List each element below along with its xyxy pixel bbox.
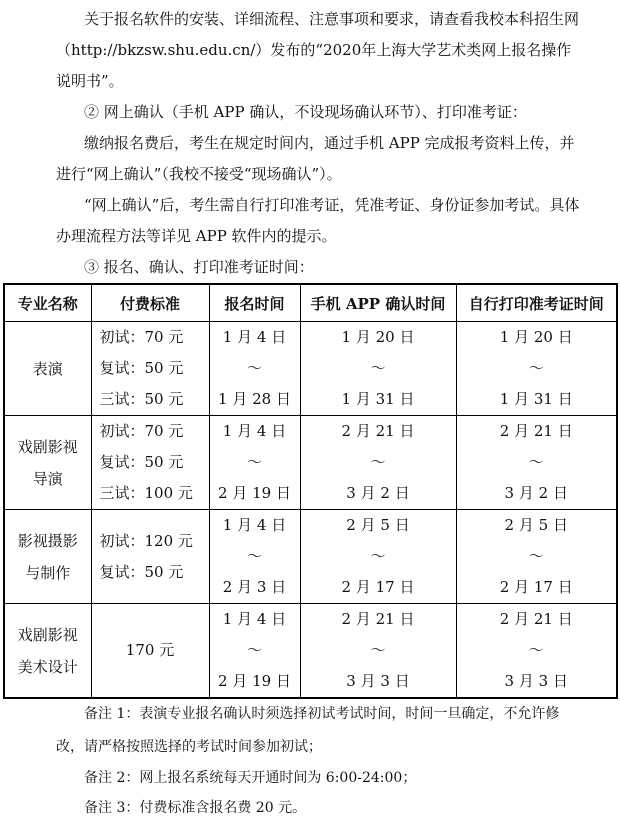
date-start: 1 月 20 日 bbox=[499, 328, 573, 346]
registration-cell bbox=[209, 322, 300, 416]
major-cell bbox=[4, 322, 91, 416]
date-start: 1 月 4 日 bbox=[222, 422, 287, 440]
date-start: 2 月 5 日 bbox=[346, 516, 410, 534]
date-end: 3 月 3 日 bbox=[504, 672, 568, 690]
header-registration: 报名时间 bbox=[209, 284, 300, 322]
fee-cell bbox=[91, 510, 209, 604]
date-tilde: ～ bbox=[528, 547, 544, 565]
section-heading-schedule: ③ 报名、确认、打印准考证时间： bbox=[84, 258, 314, 276]
note-3: 备注 3：付费标准含报名费 20 元。 bbox=[84, 800, 307, 816]
registration-cell bbox=[209, 510, 300, 604]
fee-line: 复试：50 元 bbox=[99, 359, 184, 377]
date-end: 2 月 3 日 bbox=[222, 578, 287, 596]
confirm-cell bbox=[300, 510, 456, 604]
date-end: 1 月 31 日 bbox=[341, 390, 415, 408]
date-start: 1 月 20 日 bbox=[341, 328, 415, 346]
intro-paragraph-confirm: 缴纳报名费后，考生在规定时间内，通过手机 APP 完成报考资料上传，并进行“网上确认”（我校不接受“现场确认”）。 bbox=[56, 134, 575, 183]
header-fee: 付费标准 bbox=[91, 284, 209, 322]
table-row bbox=[4, 416, 617, 510]
date-tilde: ～ bbox=[370, 453, 386, 471]
schedule-table bbox=[3, 283, 618, 699]
registration-cell bbox=[209, 416, 300, 510]
header-major: 专业名称 bbox=[4, 284, 91, 322]
fee-cell bbox=[91, 416, 209, 510]
table-row bbox=[4, 510, 617, 604]
registration-cell bbox=[209, 604, 300, 699]
major-name: 影视摄影 bbox=[17, 531, 78, 550]
note-2: 备注 2：网上报名系统每天开通时间为 6:00-24:00； bbox=[84, 770, 417, 786]
date-start: 2 月 21 日 bbox=[341, 610, 415, 628]
date-tilde: ～ bbox=[370, 547, 386, 565]
date-end: 3 月 2 日 bbox=[504, 484, 568, 502]
major-name: 与制作 bbox=[25, 563, 71, 582]
major-name: 导演 bbox=[32, 469, 63, 488]
major-cell bbox=[4, 604, 91, 699]
date-start: 2 月 21 日 bbox=[499, 610, 573, 628]
table-row bbox=[4, 322, 617, 416]
major-name: 美术设计 bbox=[17, 657, 78, 676]
note-1: 备注 1：表演专业报名确认时须选择初试考试时间，时间一旦确定，不允许修 bbox=[84, 706, 560, 722]
date-tilde: ～ bbox=[246, 547, 262, 565]
date-tilde: ～ bbox=[370, 641, 386, 659]
fee-line: 复试：50 元 bbox=[99, 453, 184, 471]
major-name: 戏剧影视 bbox=[17, 437, 78, 456]
date-end: 2 月 17 日 bbox=[499, 578, 573, 596]
print-cell bbox=[456, 510, 617, 604]
section-heading-confirm: ② 网上确认（手机 APP 确认，不设现场确认环节）、打印准考证： bbox=[84, 103, 527, 121]
print-cell bbox=[456, 322, 617, 416]
date-tilde: ～ bbox=[528, 453, 544, 471]
date-tilde: ～ bbox=[246, 359, 262, 377]
date-tilde: ～ bbox=[370, 359, 386, 377]
date-start: 1 月 4 日 bbox=[222, 328, 287, 346]
print-cell bbox=[456, 604, 617, 699]
fee-cell bbox=[91, 322, 209, 416]
table-row bbox=[4, 604, 617, 699]
date-start: 2 月 5 日 bbox=[504, 516, 568, 534]
header-app-confirm: 手机 APP 确认时间 bbox=[300, 284, 456, 322]
major-cell bbox=[4, 510, 91, 604]
confirm-cell bbox=[300, 322, 456, 416]
fee-line: 复试：50 元 bbox=[99, 563, 184, 581]
fee-line: 170 元 bbox=[125, 641, 175, 659]
date-end: 1 月 31 日 bbox=[499, 390, 573, 408]
fee-line: 初试：120 元 bbox=[99, 532, 193, 550]
date-end: 1 月 28 日 bbox=[218, 390, 291, 408]
confirm-cell bbox=[300, 604, 456, 699]
header-print-ticket: 自行打印准考证时间 bbox=[456, 284, 617, 322]
print-cell bbox=[456, 416, 617, 510]
intro-paragraph-1: 关于报名软件的安装、详细流程、注意事项和要求，请查看我校本科招生网（http://bkzsw.shu.edu.cn/）发布的“2020年上海大学艺术类网上报名操作说明书”。 bbox=[56, 10, 580, 90]
intro-paragraph-print: “网上确认”后，考生需自行打印准考证，凭准考证、身份证参加考试。具体办理流程方法等详见 APP 软件内的提示。 bbox=[56, 196, 580, 245]
date-tilde: ～ bbox=[528, 641, 544, 659]
date-end: 2 月 17 日 bbox=[341, 578, 415, 596]
date-end: 3 月 3 日 bbox=[346, 672, 410, 690]
date-tilde: ～ bbox=[246, 641, 262, 659]
date-tilde: ～ bbox=[528, 359, 544, 377]
date-start: 2 月 21 日 bbox=[341, 422, 415, 440]
date-start: 2 月 21 日 bbox=[499, 422, 573, 440]
fee-line: 初试：70 元 bbox=[99, 422, 184, 440]
date-tilde: ～ bbox=[246, 453, 262, 471]
major-name: 戏剧影视 bbox=[17, 625, 78, 644]
confirm-cell bbox=[300, 416, 456, 510]
note-1-continued: 改，请严格按照选择的考试时间参加初试； bbox=[56, 739, 322, 755]
fee-cell bbox=[91, 604, 209, 699]
major-cell bbox=[4, 416, 91, 510]
date-start: 1 月 4 日 bbox=[222, 516, 287, 534]
major-name: 表演 bbox=[32, 359, 63, 378]
fee-line: 三试：50 元 bbox=[99, 390, 184, 408]
date-end: 3 月 2 日 bbox=[346, 484, 410, 502]
fee-line: 初试：70 元 bbox=[99, 328, 184, 346]
date-end: 2 月 19 日 bbox=[218, 672, 291, 690]
date-start: 1 月 4 日 bbox=[222, 610, 287, 628]
date-end: 2 月 19 日 bbox=[218, 484, 291, 502]
table-header-row bbox=[4, 284, 617, 322]
fee-line: 三试：100 元 bbox=[99, 484, 193, 502]
